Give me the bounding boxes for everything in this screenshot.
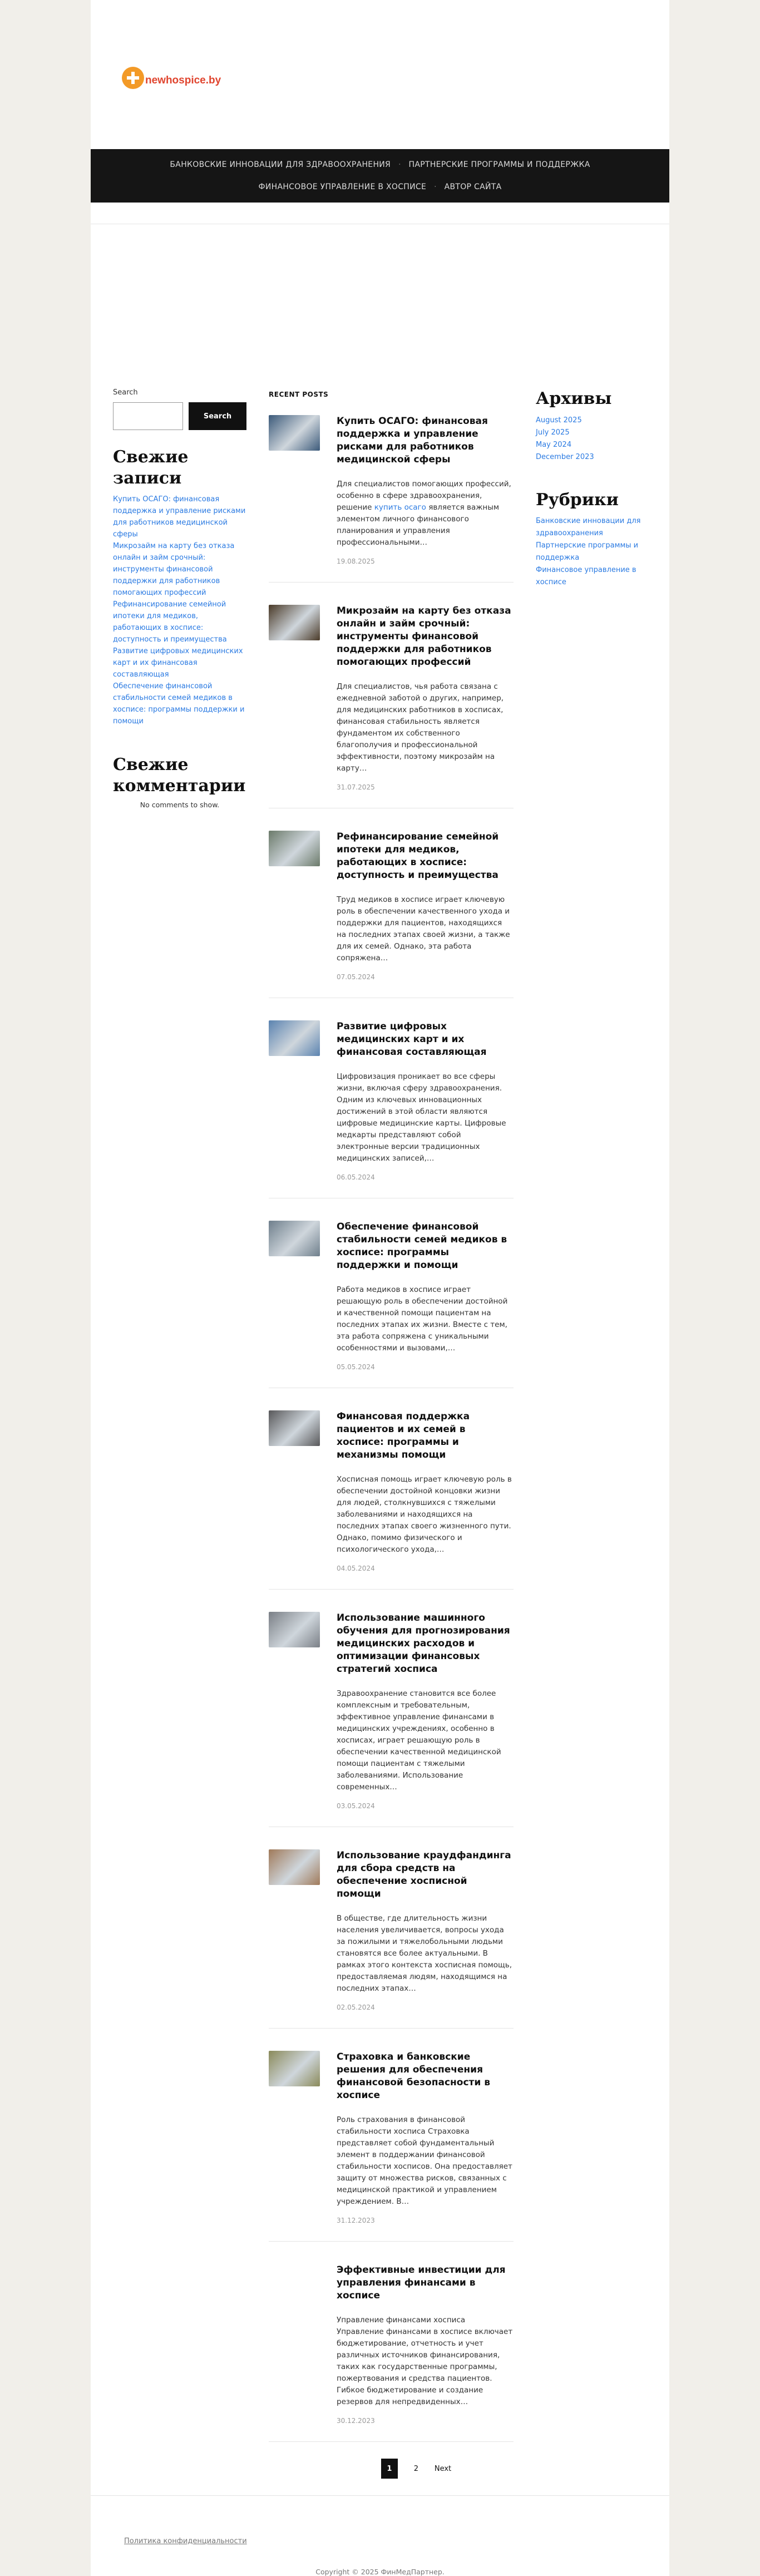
post-body	[337, 415, 514, 565]
post-title-link[interactable]: Использование машинного обучения для прогнозирования медицинских расходов и оптимизации финансовых стратегий хосписа	[337, 1612, 510, 1675]
post-excerpt: Здравоохранение становится все более комплексным и требовательным, эффективное управление финансами в медицинских учреждениях, особенно в хосписах, играет решающую роль в обеспечении качественной медицинской помощи пациентам с тяжелыми заболеваниями. Использование современных…	[337, 1689, 501, 1792]
nav-item-banking-innovations[interactable]: БАНКОВСКИЕ ИННОВАЦИИ ДЛЯ ЗДРАВООХРАНЕНИЯ	[170, 160, 391, 169]
post-body	[337, 1410, 514, 1572]
post-date: 02.05.2024	[337, 2003, 375, 2011]
post-date: 05.05.2024	[337, 1363, 375, 1371]
list-item	[113, 598, 246, 645]
site-logo[interactable]	[122, 67, 221, 89]
recent-posts-widget-title: Свежие записи	[113, 447, 189, 488]
post-excerpt: Для специалистов, чья работа связана с ежедневной заботой о других, например, для медицинских работников в хосписах, финансовая стабильность является фундаментом их собственного благополучия и профессиональной эффективности, поэтому микрозайм на карту…	[337, 682, 504, 773]
post-excerpt	[337, 478, 514, 549]
list-item	[536, 564, 647, 588]
post-title-link[interactable]: Обеспечение финансовой стабильности семей медиков в хосписе: программы поддержки и помощи	[337, 1221, 507, 1271]
post-title-link[interactable]: Использование краудфандинга для сбора средств на обеспечение хосписной помощи	[337, 1850, 511, 1899]
main-content	[269, 388, 514, 2495]
post-thumbnail[interactable]	[269, 1612, 320, 1647]
post-title-link[interactable]: Рефинансирование семейной ипотеки для медиков, работающих в хосписе: доступность и преимущества	[337, 831, 499, 881]
recent-post-link[interactable]: Развитие цифровых медицинских карт и их финансовая составляющая	[113, 647, 243, 679]
nav-item-financial-management[interactable]: ФИНАНСОВОЕ УПРАВЛЕНИЕ В ХОСПИСЕ	[258, 182, 427, 191]
excerpt-text: является важным элементом личного финансового планирования и управления профессиональными…	[337, 503, 500, 547]
post-title-link[interactable]: Эффективные инвестиции для управления финансами в хосписе	[337, 2264, 506, 2301]
post-thumbnail[interactable]	[269, 605, 320, 640]
list-item	[536, 451, 647, 463]
rubrics-widget-title: Рубрики	[536, 490, 619, 510]
post-body	[337, 1221, 514, 1371]
post-item	[269, 1849, 514, 2029]
post-excerpt: Управление финансами хосписа Управление финансами в хосписе включает бюджетирование, отчетность и учет различных источников финансирования, таких как государственные программы, пожертвования и средства пациентов. Гибкое бюджетирование и создание резервов для непредвиденных…	[337, 2316, 513, 2406]
post-thumbnail[interactable]	[269, 415, 320, 451]
plus-logo-icon	[122, 67, 144, 89]
left-sidebar	[113, 388, 246, 2495]
post-excerpt: В обществе, где длительность жизни населения увеличивается, вопросы ухода за пожилыми и тяжелобольными людьми становятся все более актуальными. В рамках этого контекста хосписная помощь, предоставляемая людям, находящимся на последних этапах…	[337, 1914, 512, 1993]
rubrics-list	[536, 515, 647, 588]
post-title	[337, 605, 514, 669]
pagination	[319, 2459, 514, 2479]
post-thumbnail[interactable]	[269, 1849, 320, 1885]
list-item	[113, 493, 246, 540]
list-item	[536, 438, 647, 451]
list-item	[536, 539, 647, 564]
site-header	[113, 0, 647, 149]
post-thumbnail[interactable]	[269, 1221, 320, 1256]
post-item	[269, 605, 514, 808]
post-title-link[interactable]: Микрозайм на карту без отказа онлайн и займ срочный: инструменты финансовой поддержки для работников помогающих профессий	[337, 605, 511, 668]
post-title-link[interactable]: Купить ОСАГО: финансовая поддержка и управление рисками для работников медицинской сферы	[337, 416, 488, 465]
post-item	[269, 2051, 514, 2242]
post-body	[337, 605, 514, 791]
recent-post-link[interactable]: Рефинансирование семейной ипотеки для медиков, работающих в хосписе: доступность и преимущества	[113, 600, 227, 644]
post-date: 31.07.2025	[337, 783, 375, 791]
post-thumbnail[interactable]	[269, 1020, 320, 1056]
rubric-link[interactable]: Банковские инновации для здравоохранения	[536, 517, 641, 537]
post-title	[337, 1849, 514, 1901]
post-item	[269, 1410, 514, 1590]
nav-item-partner-programs[interactable]: ПАРТНЕРСКИЕ ПРОГРАММЫ И ПОДДЕРЖКА	[408, 160, 590, 169]
excerpt-text: Для специалистов помогающих профессий, особенно в сфере здравоохранения, решение	[337, 480, 511, 512]
next-page-link[interactable]: Next	[434, 2464, 452, 2473]
site-footer	[113, 2496, 647, 2576]
post-body	[337, 831, 514, 981]
recent-posts-heading: RECENT POSTS	[269, 391, 329, 398]
post-date: 31.12.2023	[337, 2217, 375, 2224]
post-item	[269, 831, 514, 998]
excerpt-inline-link[interactable]: купить осаго	[374, 503, 426, 512]
post-excerpt: Роль страхования в финансовой стабильности хосписа Страховка представляет собой фундаментальный элемент в поддержании финансовой стабильности хосписов. Она предоставляет защиту от множества рисков, связанных с медицинской практикой и управлением учреждением. В…	[337, 2115, 512, 2206]
archive-link[interactable]: December 2023	[536, 452, 594, 461]
nav-separator: ·	[398, 160, 401, 169]
post-date: 19.08.2025	[337, 557, 375, 565]
post-item	[269, 415, 514, 583]
nav-separator: ·	[434, 182, 437, 191]
recent-posts-list	[113, 493, 246, 727]
post-body	[337, 1612, 514, 1810]
nav-item-author[interactable]: АВТОР САЙТА	[444, 182, 502, 191]
archives-widget-title: Архивы	[536, 389, 612, 408]
post-date: 03.05.2024	[337, 1802, 375, 1810]
post-title	[337, 1612, 514, 1676]
page-2-link[interactable]: 2	[413, 2464, 418, 2473]
post-title-link[interactable]: Развитие цифровых медицинских карт и их финансовая составляющая	[337, 1021, 487, 1058]
post-title	[337, 1020, 514, 1059]
post-title	[337, 2264, 514, 2302]
copyright-text: Copyright © 2025 ФинМедПартнер.	[315, 2568, 445, 2576]
post-thumbnail[interactable]	[269, 1410, 320, 1446]
archive-link[interactable]: May 2024	[536, 440, 572, 449]
post-title	[337, 1410, 514, 1462]
post-date: 04.05.2024	[337, 1565, 375, 1572]
archive-link[interactable]: July 2025	[536, 428, 570, 437]
post-title-link[interactable]: Страховка и банковские решения для обеспечения финансовой безопасности в хосписе	[337, 2051, 490, 2101]
search-label: Search	[113, 388, 138, 397]
recent-post-link[interactable]: Микрозайм на карту без отказа онлайн и займ срочный: инструменты финансовой поддержки для работников помогающих профессий	[113, 542, 235, 597]
archives-list	[536, 414, 647, 463]
post-body	[337, 2051, 514, 2224]
page-current: 1	[381, 2459, 398, 2479]
no-comments-text: No comments to show.	[140, 801, 220, 809]
post-title-link[interactable]: Финансовая поддержка пациентов и их семей в хосписе: программы и механизмы помощи	[337, 1411, 470, 1460]
content-area	[113, 149, 647, 2495]
list-item	[536, 426, 647, 438]
post-thumbnail-empty	[269, 2264, 320, 2299]
post-item	[269, 1612, 514, 1827]
search-input[interactable]	[113, 402, 183, 430]
post-excerpt: Труд медиков в хосписе играет ключевую роль в обеспечении качественного ухода и поддержки для пациентов, находящихся на последних этапах своей жизни, а также для их семей. Однако, эта работа сопряжена…	[337, 895, 510, 963]
logo-text: newhospice.by	[145, 75, 221, 86]
list-item	[113, 645, 246, 680]
post-item	[269, 1221, 514, 1388]
post-title	[337, 831, 514, 882]
archive-link[interactable]: August 2025	[536, 416, 582, 425]
privacy-policy-link[interactable]: Политика конфиденциальности	[124, 2537, 247, 2545]
list-item	[113, 540, 246, 598]
list-item	[113, 680, 246, 727]
page	[91, 0, 669, 2576]
post-item	[269, 1020, 514, 1198]
recent-post-link[interactable]: Купить ОСАГО: финансовая поддержка и управление рисками для работников медицинской сферы	[113, 495, 246, 539]
post-excerpt: Работа медиков в хосписе играет решающую роль в обеспечении достойной и качественной помощи пациентам на последних этапах их жизни. Вместе с тем, эта работа сопряжена с уникальными особенностями и вызовами,…	[337, 1285, 508, 1353]
post-excerpt: Цифровизация проникает во все сферы жизни, включая сферу здравоохранения. Одним из ключевых инновационных достижений в этой области являются цифровые медицинские карты. Цифровые медкарты представляют собой электронные версии традиционных медицинских записей,…	[337, 1072, 506, 1163]
search-button[interactable]: Search	[189, 402, 246, 430]
post-body	[337, 2264, 514, 2425]
post-excerpt: Хосписная помощь играет ключевую роль в обеспечении достойной концовки жизни для людей, столкнувшихся с тяжелыми заболеваниями и находящихся на последних этапах своего жизненного пути. Однако, помимо физического и психологического ухода,…	[337, 1475, 512, 1554]
rubric-link[interactable]: Партнерские программы и поддержка	[536, 541, 639, 562]
recent-post-link[interactable]: Обеспечение финансовой стабильности семей медиков в хосписе: программы поддержки и помощи	[113, 682, 245, 726]
post-body	[337, 1020, 514, 1181]
post-thumbnail[interactable]	[269, 2051, 320, 2086]
post-title	[337, 1221, 514, 1272]
right-sidebar	[536, 388, 647, 2495]
post-item	[269, 2264, 514, 2442]
recent-comments-widget-title: Свежие комментарии	[113, 755, 246, 796]
list-item	[536, 414, 647, 426]
post-thumbnail[interactable]	[269, 831, 320, 866]
rubric-link[interactable]: Финансовое управление в хосписе	[536, 566, 636, 586]
search-form	[113, 402, 246, 430]
post-date: 06.05.2024	[337, 1173, 375, 1181]
post-title	[337, 2051, 514, 2102]
post-date: 30.12.2023	[337, 2417, 375, 2425]
post-title	[337, 415, 514, 466]
main-navigation	[91, 149, 669, 203]
post-date: 07.05.2024	[337, 973, 375, 981]
list-item	[536, 515, 647, 539]
post-body	[337, 1849, 514, 2011]
